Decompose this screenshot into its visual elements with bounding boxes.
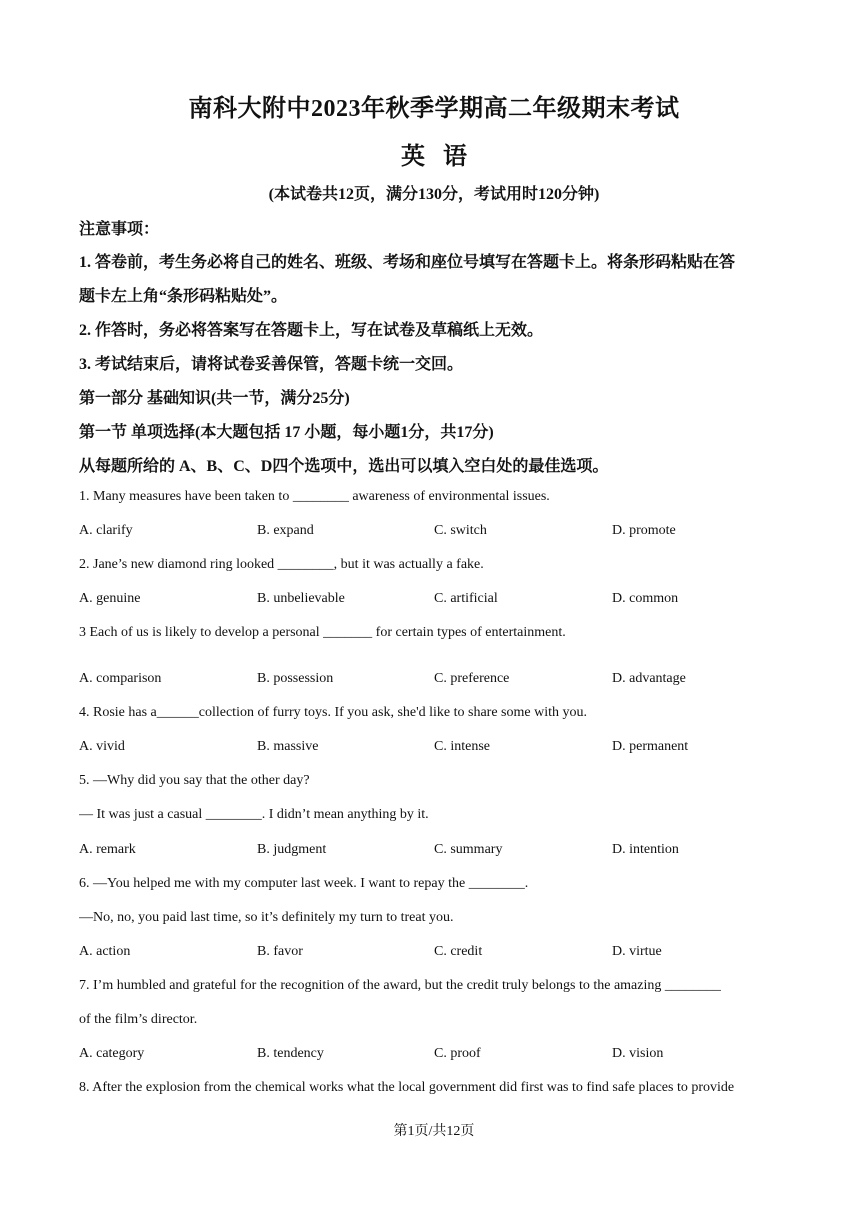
question-3-option-d: D. advantage [612,671,686,686]
question-1-option-d: D. promote [612,523,676,538]
question-7-option-a: A. category [79,1046,145,1061]
section-1-heading: 第一节 单项选择(本大题包括 17 小题，每小题1分，共17分) [79,424,494,441]
exam-title: 南科大附中2023年秋季学期高二年级期末考试 [188,96,680,122]
question-7-option-c: C. proof [434,1046,481,1061]
note-1-line-1: 1. 答卷前，考生务必将自己的姓名、班级、考场和座位号填写在答题卡上。将条形码粘贴在答 [79,254,736,271]
question-5-option-a: A. remark [79,842,136,857]
question-3-option-b: B. possession [257,671,334,686]
question-3-option-a: A. comparison [79,671,162,686]
page-number: 第1页/共12页 [393,1124,475,1139]
notes-heading: 注意事项： [79,221,160,238]
question-2-option-a: A. genuine [79,591,141,606]
question-2-option-c: C. artificial [434,591,498,606]
part-1-heading: 第一部分 基础知识(共一节，满分25分) [79,390,350,407]
question-6-option-c: C. credit [434,944,483,959]
question-6-option-d: D. virtue [612,944,662,959]
question-8-stem: 8. After the explosion from the chemical works what the local government did first was to find safe places to provide [79,1080,735,1095]
question-6-option-b: B. favor [257,944,303,959]
question-2-option-d: D. common [612,591,679,606]
question-6-stem-line-1: 6. —You helped me with my computer last week. I want to repay the ________. [79,876,529,891]
question-2-option-b: B. unbelievable [257,591,345,606]
question-6-option-a: A. action [79,944,131,959]
question-7-option-b: B. tendency [257,1046,324,1061]
question-4-option-d: D. permanent [612,739,689,754]
question-5-option-b: B. judgment [257,842,327,857]
question-4-option-b: B. massive [257,739,319,754]
note-1-line-2: 题卡左上角“条形码粘贴处”。 [79,288,288,305]
question-5-option-d: D. intention [612,842,679,857]
question-1-stem: 1. Many measures have been taken to ________ awareness of environmental issues. [79,489,550,504]
question-7-stem-line-2: of the film’s director. [79,1012,198,1027]
question-1-option-c: C. switch [434,523,487,538]
question-3-option-c: C. preference [434,671,510,686]
question-4-option-c: C. intense [434,739,490,754]
exam-info: (本试卷共12页，满分130分，考试用时120分钟) [268,186,600,203]
question-4-stem: 4. Rosie has a______collection of furry toys. If you ask, she'd like to share some with you. [79,705,587,720]
question-5-stem-line-1: 5. —Why did you say that the other day? [79,773,310,788]
section-instruction: 从每题所给的 A、B、C、D四个选项中，选出可以填入空白处的最佳选项。 [79,458,609,475]
question-5-stem-line-2: — It was just a casual ________. I didn’t mean anything by it. [79,807,429,822]
question-1-option-a: A. clarify [79,523,133,538]
note-3: 3. 考试结束后，请将试卷妥善保管，答题卡统一交回。 [79,356,464,373]
question-1-option-b: B. expand [257,523,314,538]
question-7-option-d: D. vision [612,1046,664,1061]
subject-title: 英语 [401,144,485,170]
question-3-stem: 3 Each of us is likely to develop a personal _______ for certain types of entertainment. [79,625,566,640]
question-4-option-a: A. vivid [79,739,125,754]
note-2: 2. 作答时，务必将答案写在答题卡上，写在试卷及草稿纸上无效。 [79,322,544,339]
question-2-stem: 2. Jane’s new diamond ring looked ________, but it was actually a fake. [79,557,484,572]
question-5-option-c: C. summary [434,842,503,857]
question-7-stem-line-1: 7. I’m humbled and grateful for the recognition of the award, but the credit truly belongs to the amazing ________ [79,978,721,993]
question-6-stem-line-2: —No, no, you paid last time, so it’s definitely my turn to treat you. [79,910,454,925]
